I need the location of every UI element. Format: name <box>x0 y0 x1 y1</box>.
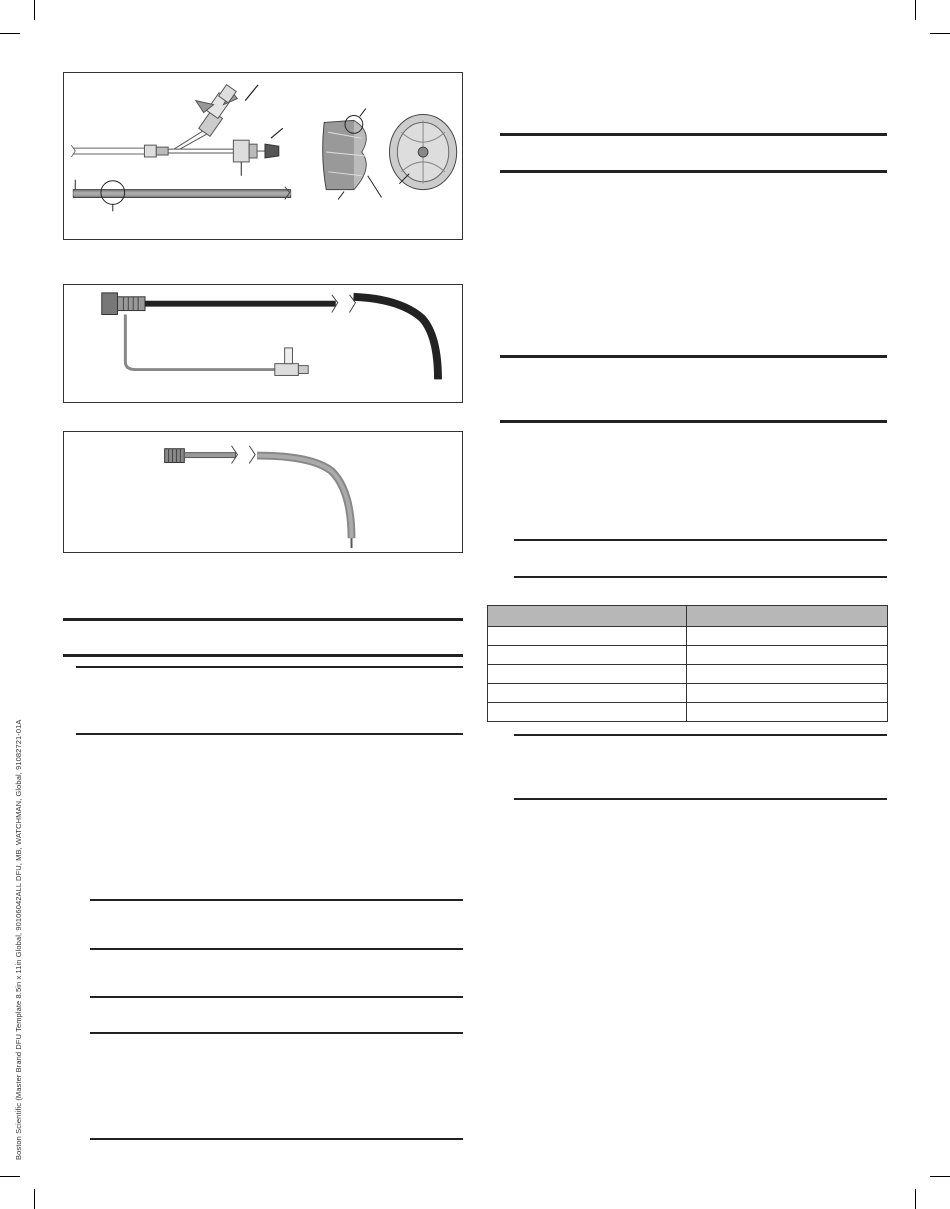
right-note-1-rule-bottom <box>514 576 887 578</box>
table-row <box>488 684 888 703</box>
table-cell <box>488 627 687 646</box>
left-note-1-rule-top <box>90 899 463 901</box>
table-row <box>488 627 888 646</box>
table-cell <box>687 665 888 684</box>
left-warning-rule-bottom <box>76 733 463 735</box>
crop-mark-top-left-vertical <box>34 0 35 20</box>
figure-delivery-catheter <box>63 431 463 553</box>
crop-mark-top-left-horizontal <box>0 33 20 34</box>
left-note-1-rule-bottom <box>90 948 463 950</box>
right-section-2-rule-bottom <box>500 420 887 423</box>
table-cell <box>488 646 687 665</box>
right-section-2-rule-top <box>500 355 887 358</box>
table-cell <box>488 684 687 703</box>
crop-mark-top-right-horizontal <box>930 33 950 34</box>
crop-mark-bottom-left-vertical <box>34 1189 35 1209</box>
left-warning-rule-top <box>76 666 463 668</box>
crop-mark-top-right-vertical <box>915 0 916 20</box>
specification-table <box>487 605 888 722</box>
table-cell <box>488 665 687 684</box>
left-note-3-rule-bottom <box>90 1138 463 1140</box>
left-note-2-rule-top <box>90 996 463 998</box>
table-header-row <box>488 606 888 627</box>
left-section-rule-top <box>63 618 463 621</box>
right-section-1-rule-top <box>500 133 887 136</box>
table-header-cell <box>687 606 888 627</box>
right-note-2-rule-bottom <box>514 798 887 800</box>
crop-mark-bottom-right-horizontal <box>930 1176 950 1177</box>
table-cell <box>687 627 888 646</box>
table-cell <box>687 684 888 703</box>
figure-access-system-illustration <box>64 73 462 239</box>
table-cell <box>687 703 888 722</box>
table-row <box>488 665 888 684</box>
crop-mark-bottom-left-horizontal <box>0 1176 20 1177</box>
right-section-1-rule-bottom <box>500 170 887 173</box>
figure-delivery-catheter-illustration <box>64 432 462 552</box>
crop-mark-bottom-right-vertical <box>915 1189 916 1209</box>
right-note-1-rule-top <box>514 539 887 541</box>
left-note-2-rule-bottom <box>90 1032 463 1034</box>
figure-access-sheath <box>63 284 463 403</box>
table-row <box>488 703 888 722</box>
table-row <box>488 646 888 665</box>
table-cell <box>488 703 687 722</box>
figure-access-sheath-illustration <box>64 285 462 402</box>
left-section-rule-bottom <box>63 654 463 657</box>
table-header-cell <box>488 606 687 627</box>
right-note-2-rule-top <box>514 734 887 736</box>
table-cell <box>687 646 888 665</box>
figure-access-system <box>63 72 463 240</box>
margin-document-id: Boston Scientific (Master Brand DFU Template 8.5in x 11in Global, 90106042ALL DFU, MB, WATCHMAN, Global, 91082721-01A <box>14 719 23 1160</box>
